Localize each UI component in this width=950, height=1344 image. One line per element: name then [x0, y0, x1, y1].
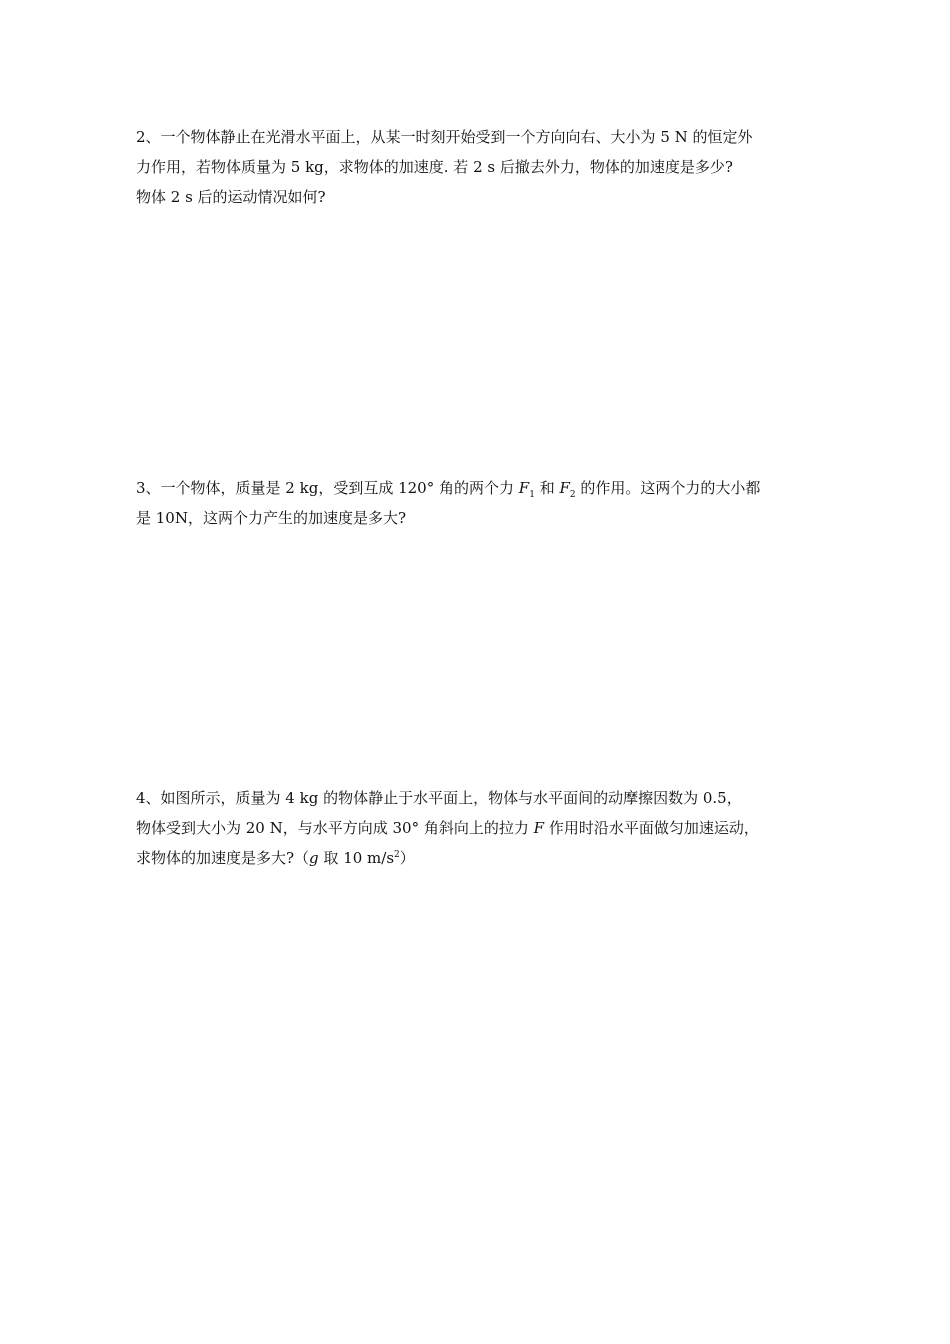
- problem-2-line-1: 2、一个物体静止在光滑水平面上，从某一时刻开始受到一个方向向右、大小为 5 N 的恒定外: [136, 128, 753, 146]
- problem-2-line-3: 物体 2 s 后的运动情况如何?: [136, 188, 326, 206]
- problem-4-text-d: 取 10 m/s: [318, 849, 395, 867]
- problem-4: [136, 783, 826, 873]
- problem-4-text-c: 求物体的加速度是多大?（: [136, 849, 310, 867]
- problem-3-line-2: 是 10N，这两个力产生的加速度是多大?: [136, 509, 407, 527]
- problem-3: [136, 473, 826, 533]
- problem-4-line-1: 4、如图所示，质量为 4 kg 的物体静止于水平面上，物体与水平面间的动摩擦因数为 0.5，: [136, 789, 742, 807]
- problem-4-line-3: [136, 843, 826, 873]
- problem-4-text-a: 物体受到大小为 20 N，与水平方向成 30° 角斜向上的拉力: [136, 819, 534, 837]
- problem-3-line-1: [136, 473, 826, 503]
- force-f1-symbol: F: [518, 479, 530, 497]
- problem-4-line-2: [136, 813, 826, 843]
- force-f1-subscript: 1: [529, 490, 535, 500]
- gravity-g-symbol: g: [309, 849, 319, 867]
- problem-2-line-2: 力作用，若物体质量为 5 kg，求物体的加速度. 若 2 s 后撤去外力，物体的加速度是多少?: [136, 158, 733, 176]
- problem-3-text-c: 的作用。这两个力的大小都: [575, 479, 761, 497]
- problem-3-text-a: 3、一个物体，质量是 2 kg，受到互成 120° 角的两个力: [136, 479, 519, 497]
- problem-3-text-b: 和: [534, 479, 560, 497]
- force-f-symbol: F: [533, 819, 545, 837]
- force-f2-subscript: 2: [569, 490, 576, 500]
- exponent-2: 2: [394, 850, 400, 860]
- problem-4-text-e: ）: [399, 849, 415, 867]
- force-f2-symbol: F: [559, 479, 570, 497]
- problem-4-text-b: 作用时沿水平面做匀加速运动，: [544, 819, 759, 837]
- problem-2: [136, 122, 826, 212]
